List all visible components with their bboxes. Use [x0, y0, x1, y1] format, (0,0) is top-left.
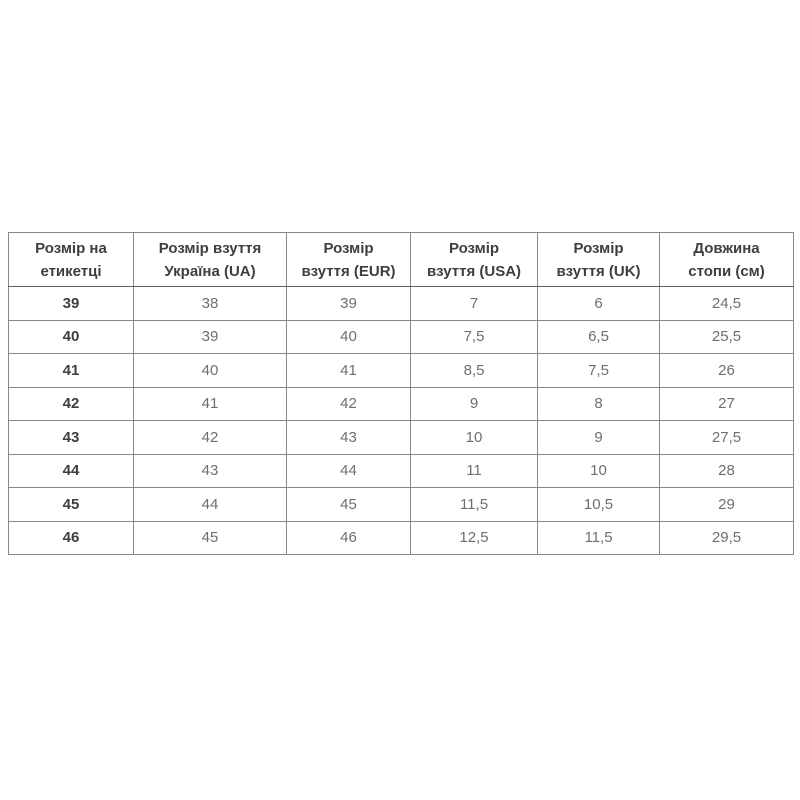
size-cell: 45 — [134, 521, 287, 555]
size-cell: 26 — [660, 354, 794, 388]
size-cell: 41 — [287, 354, 411, 388]
size-conversion-table — [8, 232, 794, 555]
column-header-line: Розмір взуття — [158, 239, 262, 257]
column-header — [287, 233, 411, 287]
size-cell: 39 — [134, 320, 287, 354]
size-cell: 7,5 — [538, 354, 660, 388]
table-row — [9, 521, 794, 555]
size-cell: 10 — [538, 454, 660, 488]
column-header-line: Україна (UA) — [164, 262, 256, 280]
size-cell: 27 — [660, 387, 794, 421]
table-row — [9, 320, 794, 354]
column-header-line: стопи (см) — [688, 262, 765, 280]
table-row — [9, 454, 794, 488]
size-cell: 39 — [287, 287, 411, 321]
table-row — [9, 488, 794, 522]
size-cell: 40 — [134, 354, 287, 388]
size-cell: 8 — [538, 387, 660, 421]
size-cell: 29 — [660, 488, 794, 522]
table-row — [9, 387, 794, 421]
column-header-line: Розмір на — [35, 239, 107, 257]
size-cell: 6,5 — [538, 320, 660, 354]
column-header-line: Довжина — [693, 239, 760, 257]
size-cell: 43 — [287, 421, 411, 455]
size-cell: 10,5 — [538, 488, 660, 522]
table-row — [9, 421, 794, 455]
column-header — [9, 233, 134, 287]
table-row — [9, 287, 794, 321]
label-size-cell: 43 — [9, 421, 134, 455]
label-size-cell: 41 — [9, 354, 134, 388]
size-cell: 11 — [411, 454, 538, 488]
size-cell: 41 — [134, 387, 287, 421]
size-cell: 28 — [660, 454, 794, 488]
column-header-line: взуття (EUR) — [301, 262, 396, 280]
column-header-line: взуття (UK) — [556, 262, 641, 280]
label-size-cell: 44 — [9, 454, 134, 488]
size-cell: 9 — [411, 387, 538, 421]
table-row — [9, 354, 794, 388]
column-header — [660, 233, 794, 287]
size-cell: 12,5 — [411, 521, 538, 555]
size-cell: 29,5 — [660, 521, 794, 555]
size-cell: 44 — [134, 488, 287, 522]
size-cell: 44 — [287, 454, 411, 488]
size-cell: 27,5 — [660, 421, 794, 455]
size-cell: 9 — [538, 421, 660, 455]
column-header — [411, 233, 538, 287]
label-size-cell: 39 — [9, 287, 134, 321]
column-header-line: етикетці — [40, 262, 102, 280]
column-header-line: взуття (USA) — [426, 262, 522, 280]
size-cell: 11,5 — [411, 488, 538, 522]
column-header — [134, 233, 287, 287]
label-size-cell: 46 — [9, 521, 134, 555]
size-cell: 38 — [134, 287, 287, 321]
size-cell: 42 — [134, 421, 287, 455]
size-cell: 42 — [287, 387, 411, 421]
label-size-cell: 45 — [9, 488, 134, 522]
label-size-cell: 40 — [9, 320, 134, 354]
size-cell: 40 — [287, 320, 411, 354]
label-size-cell: 42 — [9, 387, 134, 421]
column-header-line: Розмір — [323, 239, 374, 257]
size-cell: 6 — [538, 287, 660, 321]
size-cell: 43 — [134, 454, 287, 488]
size-cell: 10 — [411, 421, 538, 455]
column-header-line: Розмір — [448, 239, 500, 257]
table-body — [9, 287, 794, 555]
column-header — [538, 233, 660, 287]
column-header-line: Розмір — [573, 239, 624, 257]
size-cell: 8,5 — [411, 354, 538, 388]
size-cell: 45 — [287, 488, 411, 522]
size-cell: 7 — [411, 287, 538, 321]
header-row — [9, 233, 794, 287]
size-cell: 46 — [287, 521, 411, 555]
size-cell: 24,5 — [660, 287, 794, 321]
size-cell: 25,5 — [660, 320, 794, 354]
size-cell: 7,5 — [411, 320, 538, 354]
size-cell: 11,5 — [538, 521, 660, 555]
